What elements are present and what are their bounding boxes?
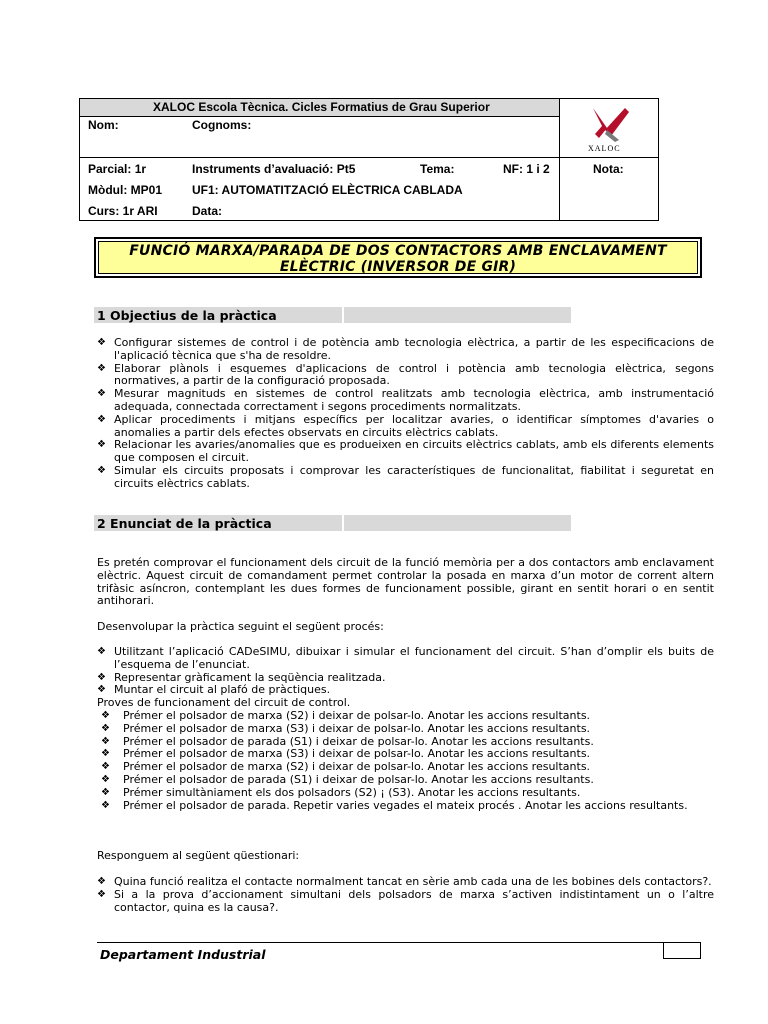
- list-item: ❖ Configurar sistemes de control i de potència amb tecnologia elèctrica, a partir de les especificacions de l'aplicació tècnica que s'ha de resoldre.: [97, 336, 714, 362]
- list-item: ❖ Prémer el polsador de marxa (S2) i deixar de polsar-lo. Anotar les accions resultants.: [101, 709, 591, 722]
- uf-label: UF1: AUTOMATITZACIÓ ELÈCTRICA CABLADA: [192, 183, 463, 197]
- diamond-bullet-icon: ❖: [97, 413, 106, 425]
- questions-list: [97, 876, 714, 914]
- list-item: ❖ Prémer el polsador de parada (S1) i deixar de polsar-lo. Anotar les accions resultants.: [101, 734, 594, 748]
- diamond-bullet-icon: ❖: [97, 439, 106, 451]
- diamond-bullet-icon: ❖: [97, 671, 106, 683]
- page-number-box: [663, 942, 701, 959]
- tema-label: Tema:: [420, 162, 455, 176]
- diamond-bullet-icon: ❖: [101, 748, 110, 760]
- diamond-bullet-icon: ❖: [97, 362, 106, 374]
- diamond-bullet-icon: ❖: [101, 786, 110, 798]
- questions-intro: Responguem al següent qüestionari:: [97, 849, 300, 862]
- nom-label: Nom:: [88, 118, 119, 132]
- list-item: ❖ Quina funció realitza el contacte normalment tancat en sèrie amb cada una de les bobines dels contactors?.: [97, 875, 712, 888]
- logo-divider: [559, 99, 560, 220]
- list-item: ❖ Elaborar plànols i esquemes d'aplicacions de control i potència amb tecnologia elèctrica, segons normatives, a partir de la configuració proposada.: [97, 361, 714, 388]
- diamond-bullet-icon: ❖: [97, 646, 106, 657]
- list-item: ❖ Utilitzant l’aplicació CADeSIMU, dibuixar i simular el funcionament del circuit. S’han d’omplir els buits de l’esquema de l’enunciat.: [97, 645, 714, 671]
- header-divider: [80, 157, 658, 158]
- xaloc-logo: [585, 106, 633, 154]
- diamond-bullet-icon: ❖: [101, 799, 110, 811]
- diamond-bullet-icon: ❖: [97, 876, 106, 887]
- process-list: [97, 646, 714, 697]
- parcial-label: Parcial: 1r: [88, 162, 147, 176]
- list-item: ❖ Prémer el polsador de marxa (S3) i deixar de polsar-lo. Anotar les accions resultants.: [101, 747, 591, 761]
- section1-heading-bar: [94, 307, 571, 323]
- diamond-bullet-icon: ❖: [101, 722, 110, 734]
- list-item: ❖ Prémer simultàniament els dos polsadors (S2) ¡ (S3). Anotar les accions resultants.: [101, 785, 581, 799]
- list-item: ❖ Mesurar magnituds en sistemes de control realitzats amb tecnologia elèctrica, amb instrumentació adequada, connectada correctament i segons procediments normalitzats.: [97, 387, 714, 413]
- logo-text: XALOC: [588, 144, 621, 153]
- nf-label: NF: 1 i 2: [503, 162, 550, 176]
- footer-rule: [97, 942, 701, 943]
- modul-label: Mòdul: MP01: [88, 183, 162, 197]
- curs-label: Curs: 1r ARI: [88, 204, 158, 218]
- diamond-bullet-icon: ❖: [101, 761, 110, 773]
- instruments-label: Instruments d’avaluació: Pt5: [192, 162, 356, 176]
- list-item: ❖ Prémer el polsador de parada (S1) i deixar de polsar-lo. Anotar les accions resultants.: [101, 772, 594, 786]
- section2-heading: 2 Enunciat de la pràctica: [97, 516, 272, 531]
- list-item: ❖ Prémer el polsador de marxa (S3) i deixar de polsar-lo. Anotar les accions resultants.: [101, 721, 591, 735]
- diamond-bullet-icon: ❖: [97, 337, 106, 348]
- list-item: ❖ Representar gràficament la seqüència realitzada.: [97, 670, 386, 684]
- list-item: ❖ Simular els circuits proposats i comprovar les característiques de funcionalitat, fiabilitat i seguretat en circuits elèctrics cablats.: [97, 463, 714, 490]
- list-item: ❖ Aplicar procediments i mitjans específics per localitzar avaries, o identificar símptomes d'avaries o anomalies a partir dels efectes observats en circuits elèctrics cablats.: [97, 412, 714, 439]
- data-label: Data:: [192, 204, 223, 218]
- diamond-bullet-icon: ❖: [101, 735, 110, 747]
- list-item: ❖ Muntar el circuit al plafó de pràctiques.: [97, 683, 331, 697]
- header-table: [79, 98, 659, 221]
- diamond-bullet-icon: ❖: [97, 888, 106, 900]
- list-item: ❖ Prémer el polsador de parada. Repetir varies vegades el mateix procés . Anotar les accions resultants.: [101, 798, 688, 812]
- list-item: ❖ Relacionar les avaries/anomalies que es produeixen en circuits elèctrics cablats, amb els diferents elements que composen el circuit.: [97, 438, 714, 465]
- section2-heading-bar: [94, 515, 571, 531]
- title-line-2: ELÈCTRIC (INVERSOR DE GIR): [279, 259, 517, 275]
- practice-title: [98, 241, 698, 274]
- title-line-1: FUNCIÓ MARXA/PARADA DE DOS CONTACTORS AMB ENCLAVAMENT: [129, 243, 667, 259]
- proves-label: Proves de funcionament del circuit de control.: [97, 696, 351, 709]
- list-item: ❖ Prémer el polsador de marxa (S2) i deixar de polsar-lo. Anotar les accions resultants.: [101, 760, 591, 774]
- list-item: ❖ Si a la prova d’accionament simultani dels polsadors de marxa s’activen indistintament un o l’altre contactor, quina es la causa?.: [97, 887, 714, 914]
- intro-paragraph: Es pretén comprovar el funcionament dels circuit de la funció memòria per a dos contactors amb enclavament elèctric. Aquest circuit de comandament permet controlar la posada en marxa d’un motor de corrent altern trifàsic asíncron, contemplant les dues formes de funcionament possible, girant en sentit horari o en sentit antihorari.: [97, 556, 714, 608]
- objectives-list: [97, 337, 714, 491]
- diamond-bullet-icon: ❖: [97, 684, 106, 696]
- diamond-bullet-icon: ❖: [97, 388, 106, 400]
- cognoms-label: Cognoms:: [192, 118, 252, 132]
- footer-department: Departament Industrial: [100, 947, 266, 962]
- diamond-bullet-icon: ❖: [97, 464, 106, 476]
- process-intro: Desenvolupar la pràctica seguint el següent procés:: [97, 620, 384, 633]
- school-name: XALOC Escola Tècnica. Cicles Formatius de Grau Superior: [153, 100, 490, 114]
- proves-list: [97, 710, 714, 812]
- section1-heading: 1 Objectius de la pràctica: [97, 308, 277, 323]
- diamond-bullet-icon: ❖: [101, 773, 110, 785]
- diamond-bullet-icon: ❖: [101, 710, 110, 721]
- practice-title-box: [94, 237, 702, 278]
- nota-label: Nota:: [593, 162, 624, 176]
